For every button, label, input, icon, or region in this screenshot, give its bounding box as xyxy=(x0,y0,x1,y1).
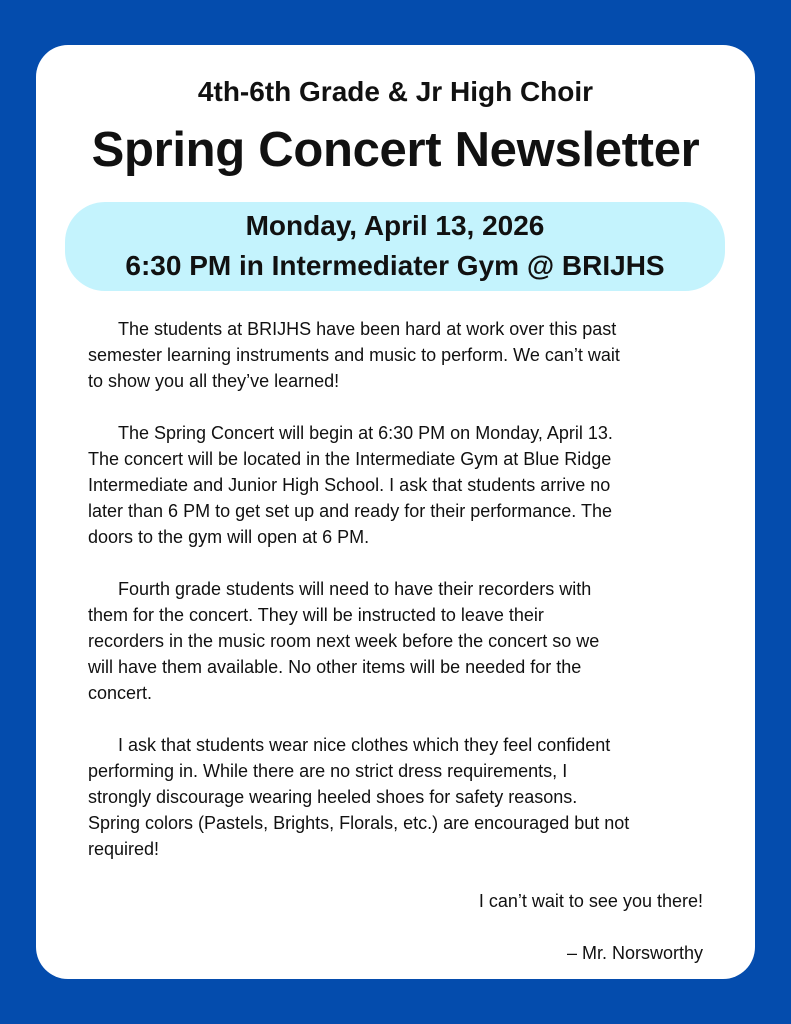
paragraph xyxy=(88,420,708,550)
paragraph-line: recorders in the music room next week before the concert so we xyxy=(88,631,600,651)
paragraph-line: concert. xyxy=(88,683,153,703)
event-time-location: 6:30 PM in Intermediater Gym @ BRIJHS xyxy=(125,250,665,281)
paragraph-line: will have them available. No other items will be needed for the xyxy=(88,657,582,677)
event-info-banner xyxy=(65,202,725,291)
paragraph xyxy=(88,316,708,394)
paragraph-line: Intermediate and Junior High School. I ask that students arrive no xyxy=(88,475,611,495)
paragraph xyxy=(88,576,708,706)
paragraph-line: later than 6 PM to get set up and ready for their performance. The xyxy=(88,501,612,521)
paragraph-line: performing in. While there are no strict dress requirements, I xyxy=(88,761,568,781)
closing-line: I can’t wait to see you there! xyxy=(478,891,703,911)
paragraph-line: semester learning instruments and music to perform. We can’t wait xyxy=(88,345,620,365)
paragraph xyxy=(88,732,708,862)
paragraph-line: doors to the gym will open at 6 PM. xyxy=(88,527,370,547)
paragraph-line: Spring colors (Pastels, Brights, Florals, etc.) are encouraged but not xyxy=(88,813,630,833)
paragraph-line: to show you all they’ve learned! xyxy=(88,371,340,391)
paragraph-line: The Spring Concert will begin at 6:30 PM on Monday, April 13. xyxy=(118,423,613,443)
paragraph-line: required! xyxy=(88,839,160,859)
newsletter-title: Spring Concert Newsletter xyxy=(91,123,700,177)
signature: – Mr. Norsworthy xyxy=(566,943,703,963)
paragraph-line: The concert will be located in the Intermediate Gym at Blue Ridge xyxy=(88,449,612,469)
event-date: Monday, April 13, 2026 xyxy=(245,210,545,241)
paragraph-line: I ask that students wear nice clothes which they feel confident xyxy=(118,735,611,755)
paragraph-line: strongly discourage wearing heeled shoes for safety reasons. xyxy=(88,787,578,807)
paragraph-line: them for the concert. They will be instructed to leave their xyxy=(88,605,544,625)
newsletter-body xyxy=(88,316,708,966)
paragraph-line: The students at BRIJHS have been hard at work over this past xyxy=(118,319,617,339)
paragraph-line: Fourth grade students will need to have their recorders with xyxy=(118,579,592,599)
newsletter-subtitle: 4th-6th Grade & Jr High Choir xyxy=(197,76,594,107)
